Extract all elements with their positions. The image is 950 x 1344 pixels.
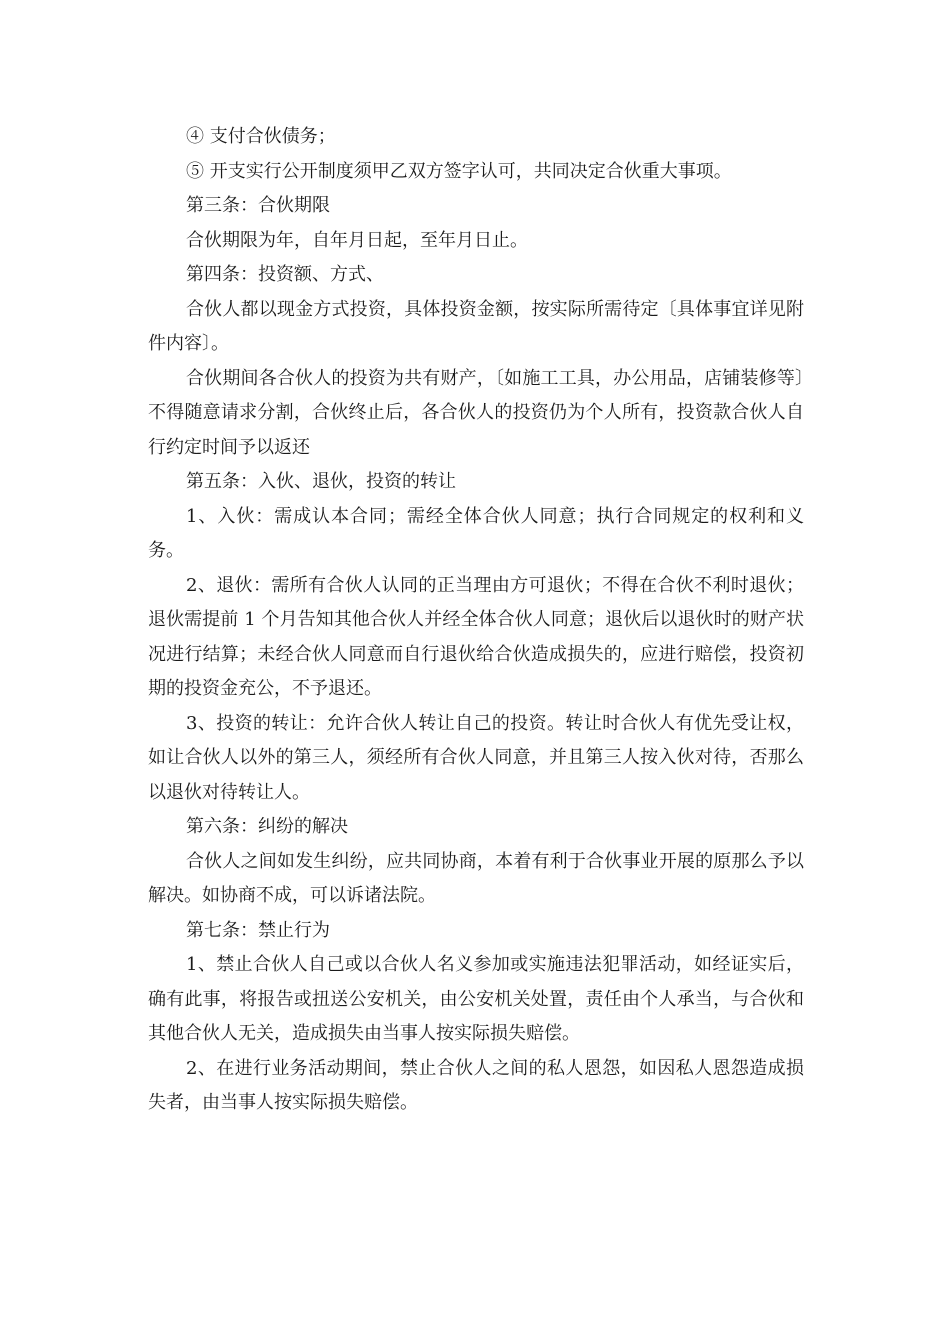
article-6-body: 合伙人之间如发生纠纷，应共同协商，本着有利于合伙事业开展的原那么予以解决。如协商不成，可以诉诸法院。 (148, 850, 804, 906)
paragraph-item-5: ⑤ 开支实行公开制度须甲乙双方签字认可，共同决定合伙重大事项。 (186, 160, 732, 182)
article-4-body-1: 合伙人都以现金方式投资，具体投资金额，按实际所需待定〔具体事宜详见附件内容〕。 (148, 298, 804, 354)
article-4-heading: 第四条：投资额、方式、 (186, 264, 384, 285)
article-7-clause-1: 1、禁止合伙人自己或以合伙人名义参加或实施违法犯罪活动，如经证实后，确有此事，将报告或扭送公安机关，由公安机关处置，责任由个人承当，与合伙和其他合伙人无关，造成损失由当事人按实际损失赔偿。 (148, 954, 804, 1044)
paragraph-item-4: ④ 支付合伙债务； (186, 126, 336, 147)
article-7-clause-2: 2、在进行业务活动期间，禁止合伙人之间的私人恩怨，如因私人恩怨造成损失者，由当事人按实际损失赔偿。 (148, 1057, 804, 1113)
article-5-clause-1: 1、入伙：需成认本合同；需经全体合伙人同意；执行合同规定的权利和义务。 (148, 505, 804, 561)
article-7-heading: 第七条：禁止行为 (186, 919, 330, 941)
document-page (148, 120, 804, 1121)
article-5-heading: 第五条：入伙、退伙，投资的转让 (186, 471, 456, 492)
article-6-heading: 第六条：纠纷的解决 (186, 816, 348, 837)
article-4-body-2: 合伙期间各合伙人的投资为共有财产，〔如施工工具，办公用品，店铺装修等〕不得随意请求分割，合伙终止后，各合伙人的投资仍为个人所有，投资款合伙人自行约定时间予以返还 (148, 367, 804, 458)
article-3-body: 合伙期限为年，自年月日起，至年月日止。 (186, 229, 528, 251)
article-5-clause-2: 2、退伙：需所有合伙人认同的正当理由方可退伙；不得在合伙不利时退伙；退伙需提前 1 个月告知其他合伙人并经全体合伙人同意；退伙后以退伙时的财产状况进行结算；未经合伙人同意而自行退伙给合伙造成损失的，应进行赔偿，投资初期的投资金充公，不予退还。 (148, 574, 804, 699)
article-5-clause-3: 3、投资的转让：允许合伙人转让自己的投资。转让时合伙人有优先受让权，如让合伙人以外的第三人，须经所有合伙人同意，并且第三人按入伙对待，否那么以退伙对待转让人。 (148, 712, 804, 803)
article-3-heading: 第三条：合伙期限 (186, 195, 330, 216)
